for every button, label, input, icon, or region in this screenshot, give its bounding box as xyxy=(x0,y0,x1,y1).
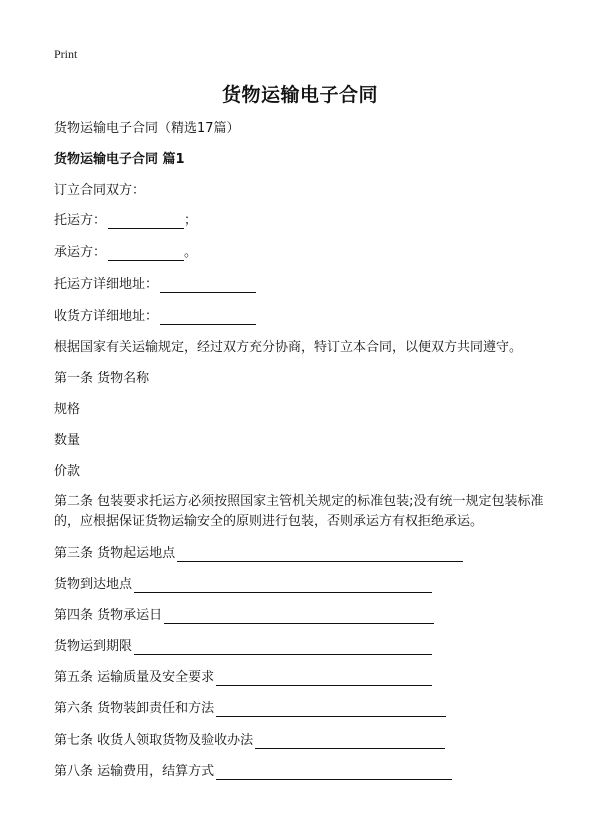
article-1-spec: 规格 xyxy=(54,402,81,417)
article-3-label: 第三条 货物起运地点 xyxy=(54,546,176,561)
article-5-blank xyxy=(216,672,432,686)
destination-label: 货物到达地点 xyxy=(54,577,133,592)
article-3-blank xyxy=(177,548,463,562)
article-1-price: 价款 xyxy=(54,464,81,479)
article-3-line xyxy=(54,546,463,562)
shipper-address-label: 托运方详细地址： xyxy=(54,277,159,292)
parties-intro: 订立合同双方： xyxy=(54,183,146,198)
destination-blank xyxy=(134,579,432,593)
shipper-label: 托运方： xyxy=(54,213,107,228)
article-5-line xyxy=(54,670,432,686)
shipper-address-line xyxy=(54,277,256,293)
carrier-label: 承运方： xyxy=(54,245,107,260)
destination-line xyxy=(54,577,432,593)
article-7-blank xyxy=(255,735,445,749)
article-8-blank xyxy=(216,766,452,780)
delivery-period-line xyxy=(54,639,432,655)
delivery-period-blank xyxy=(134,641,432,655)
consignee-address-label: 收货方详细地址： xyxy=(54,309,159,324)
carrier-line xyxy=(54,245,197,261)
article-7-label: 第七条 收货人领取货物及验收办法 xyxy=(54,733,254,748)
article-8-line xyxy=(54,764,452,780)
document-title: 货物运输电子合同 xyxy=(221,84,378,106)
article-7-line xyxy=(54,733,445,749)
shipper-line xyxy=(54,213,197,229)
consignee-address-blank xyxy=(160,311,256,325)
shipper-suffix: ； xyxy=(184,213,198,228)
section-heading: 货物运输电子合同 篇1 xyxy=(54,152,185,167)
carrier-suffix: 。 xyxy=(184,245,198,260)
delivery-period-label: 货物运到期限 xyxy=(54,639,133,654)
article-6-label: 第六条 货物装卸责任和方法 xyxy=(54,701,215,716)
article-1-title: 第一条 货物名称 xyxy=(54,371,150,386)
consignee-address-line xyxy=(54,309,256,325)
article-6-line xyxy=(54,701,446,717)
carrier-blank xyxy=(108,247,184,261)
article-6-blank xyxy=(216,703,446,717)
document-subtitle: 货物运输电子合同（精选17篇） xyxy=(54,121,240,136)
article-1-quantity: 数量 xyxy=(54,433,81,448)
shipper-address-blank xyxy=(160,279,256,293)
print-link[interactable]: Print xyxy=(54,47,78,61)
shipper-blank xyxy=(108,215,184,229)
article-5-label: 第五条 运输质量及安全要求 xyxy=(54,670,215,685)
article-4-line xyxy=(54,608,434,624)
preamble: 根据国家有关运输规定，经过双方充分协商，特订立本合同，以便双方共同遵守。 xyxy=(54,340,523,355)
article-8-label: 第八条 运输费用，结算方式 xyxy=(54,764,215,779)
article-2-text: 第二条 包装要求托运方必须按照国家主管机关规定的标准包装;没有统一规定包装标准的，应根据保证货物运输安全的原则进行包装，否则承运方有权拒绝承运。 xyxy=(54,494,544,529)
article-4-blank xyxy=(164,610,434,624)
article-4-label: 第四条 货物承运日 xyxy=(54,608,163,623)
